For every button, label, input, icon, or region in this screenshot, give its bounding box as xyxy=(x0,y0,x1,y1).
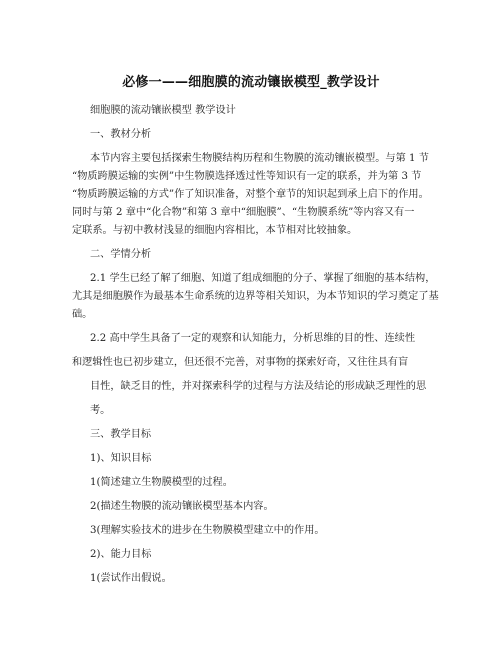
list-item: 2(描述生物膜的流动镶嵌模型基本内容。 xyxy=(90,501,274,512)
paragraph-line: 2.2 高中学生具备了一定的观察和认知能力，分析思维的目的性、连续性 xyxy=(90,333,416,344)
paragraph-line: 同时与第 2 章中“化合物”和第 3 章中“细胞膜”、“生物膜系统”等内容又有一 xyxy=(72,207,415,218)
paragraph-line: “物质跨膜运输的方式”作了知识准备，对整个章节的知识起到承上启下的作用。 xyxy=(72,189,429,200)
paragraph-line: 目性，缺乏目的性，并对探索科学的过程与方法及结论的形成缺乏理性的思 xyxy=(90,381,427,392)
section-heading: 三、教学目标 xyxy=(90,429,152,440)
paragraph-line: 和逻辑性也已初步建立，但还很不完善，对事物的探索好奇，又往往具有盲 xyxy=(72,357,409,368)
subsection-heading: 2)、能力目标 xyxy=(90,549,152,560)
paragraph-line: “物质跨膜运输的实例”中生物膜选择透过性等知识有一定的联系，并为第 3 节 xyxy=(72,171,422,182)
paragraph-line: 本节内容主要包括探索生物膜结构历程和生物膜的流动镶嵌模型。与第 1 节 xyxy=(90,153,429,164)
paragraph-line: 考。 xyxy=(90,405,111,416)
section-heading: 二、学情分析 xyxy=(90,249,152,260)
subsection-heading: 1)、知识目标 xyxy=(90,453,152,464)
list-item: 3(理解实验技术的进步在生物膜模型建立中的作用。 xyxy=(90,525,325,536)
document-title: 必修一——细胞膜的流动镶嵌模型_教学设计 xyxy=(122,75,380,90)
subtitle-line: 细胞膜的流动镶嵌模型 教学设计 xyxy=(90,105,236,116)
paragraph-line: 尤其是细胞膜作为最基本生命系统的边界等相关知识，为本节知识的学习奠定了基 xyxy=(72,291,439,302)
paragraph-line: 定联系。与初中教材浅显的细胞内容相比，本节相对比较抽象。 xyxy=(72,225,358,236)
section-heading: 一、教材分析 xyxy=(90,129,152,140)
list-item: 1(简述建立生物膜模型的过程。 xyxy=(90,477,233,488)
paragraph-line: 2.1 学生已经了解了细胞、知道了组成细胞的分子、掌握了细胞的基本结构， xyxy=(90,273,436,284)
paragraph-line: 础。 xyxy=(72,309,93,320)
list-item: 1(尝试作出假说。 xyxy=(90,573,172,584)
